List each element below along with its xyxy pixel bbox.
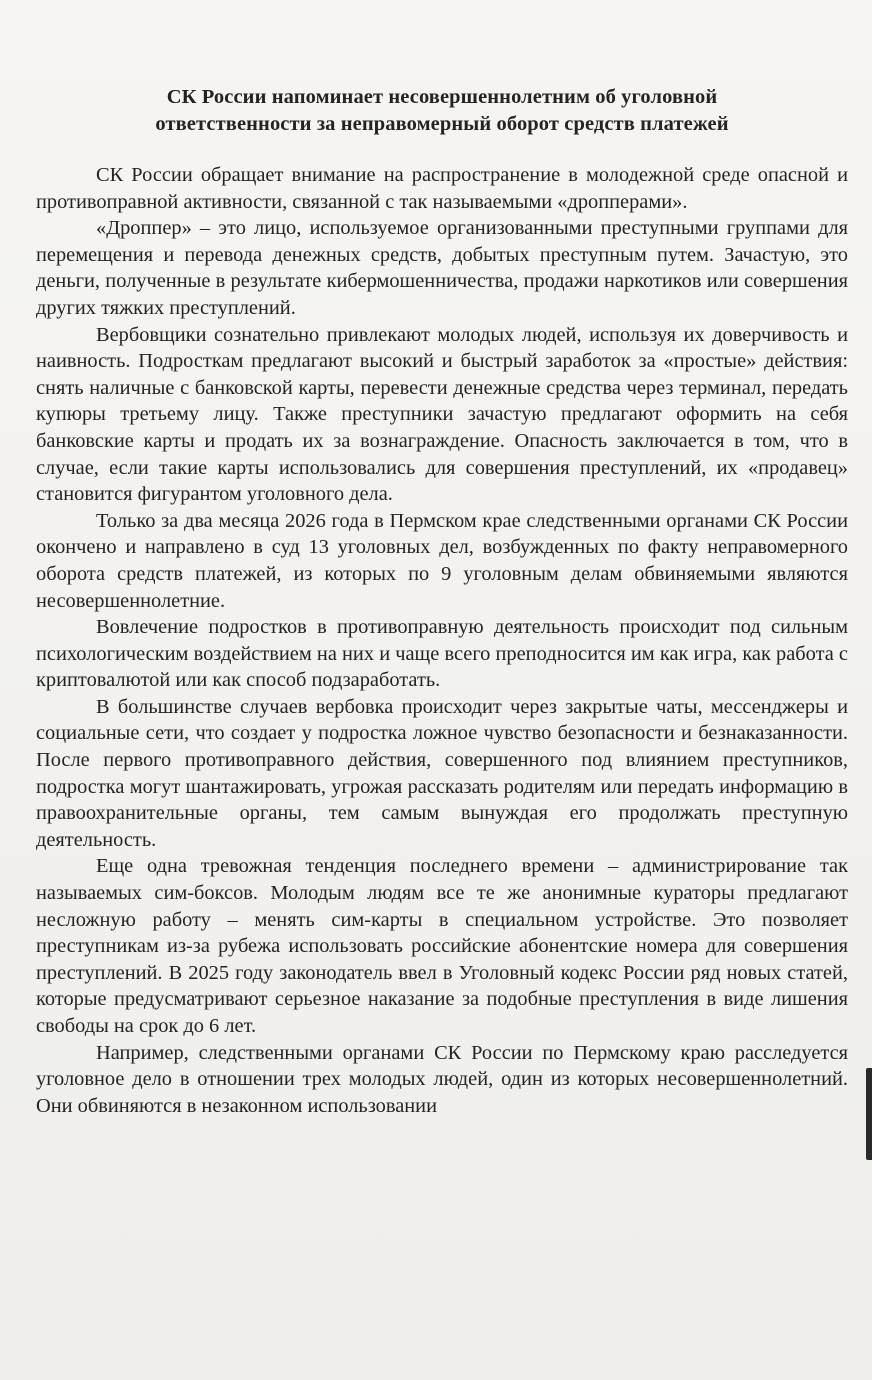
paragraph-8: Например, следственными органами СК России по Пермскому краю расследуется уголовное дело в отношении трех молодых людей, один из которых несовершеннолетний. Они обвиняются в незаконном использовании	[36, 1041, 848, 1117]
title-line-1: СК России напоминает несовершеннолетним об уголовной	[166, 86, 718, 108]
document-body	[36, 84, 848, 1119]
paragraph-2: «Дроппер» – это лицо, используемое организованными преступными группами для перемещения и перевода денежных средств, добытых преступным путем. Зачастую, это деньги, полученные в результате кибермошенничества, продажи наркотиков или совершения других тяжких преступлений.	[36, 217, 848, 319]
document-title	[36, 84, 848, 138]
paragraph-3: Вербовщики сознательно привлекают молодых людей, используя их доверчивость и наивность. Подросткам предлагают высокий и быстрый заработок за «простые» действия: снять наличные с банковской карты, перевести денежные средства через терминал, передать купюры третьему лицу. Также преступники зачастую предлагают оформить на себя банковские карты и продать их за вознаграждение. Опасность заключается в том, что в случае, если такие карты использовались для совершения преступлений, их «продавец» становится фигурантом уголовного дела.	[36, 323, 848, 506]
paragraph-5: Вовлечение подростков в противоправную деятельность происходит под сильным психологическим воздействием на них и чаще всего преподносится им как игра, как работа с криптовалютой или как способ подзаработать.	[36, 616, 848, 692]
paragraph-6: В большинстве случаев вербовка происходит через закрытые чаты, мессенджеры и социальные сети, что создает у подростка ложное чувство безопасности и безнаказанности. После первого противоправного действия, совершенного под влиянием преступников, подростка могут шантажировать, угрожая рассказать родителям или передать информацию в правоохранительные органы, тем самым вынуждая его продолжать преступную деятельность.	[36, 695, 848, 851]
paragraph-7: Еще одна тревожная тенденция последнего времени – администрирование так называемых сим-боксов. Молодым людям все те же анонимные кураторы предлагают несложную работу – менять сим-карты в специальном устройстве. Это позволяет преступникам из-за рубежа использовать российские абонентские номера для совершения преступлений. В 2025 году законодатель ввел в Уголовный кодекс России ряд новых статей, которые предусматривают серьезное наказание за подобные преступления в виде лишения свободы на срок до 6 лет.	[36, 855, 848, 1037]
paragraph-4: Только за два месяца 2026 года в Пермском крае следственными органами СК России окончено и направлено в суд 13 уголовных дел, возбужденных по факту неправомерного оборота средств платежей, из которых по 9 уголовным делам обвиняемыми являются несовершеннолетние.	[36, 509, 848, 612]
paragraph-1: СК России обращает внимание на распространение в молодежной среде опасной и противоправной активности, связанной с так называемыми «дропперами».	[36, 164, 848, 213]
title-line-2: ответственности за неправомерный оборот средств платежей	[155, 113, 729, 135]
page-edge-shadow	[866, 1068, 872, 1160]
